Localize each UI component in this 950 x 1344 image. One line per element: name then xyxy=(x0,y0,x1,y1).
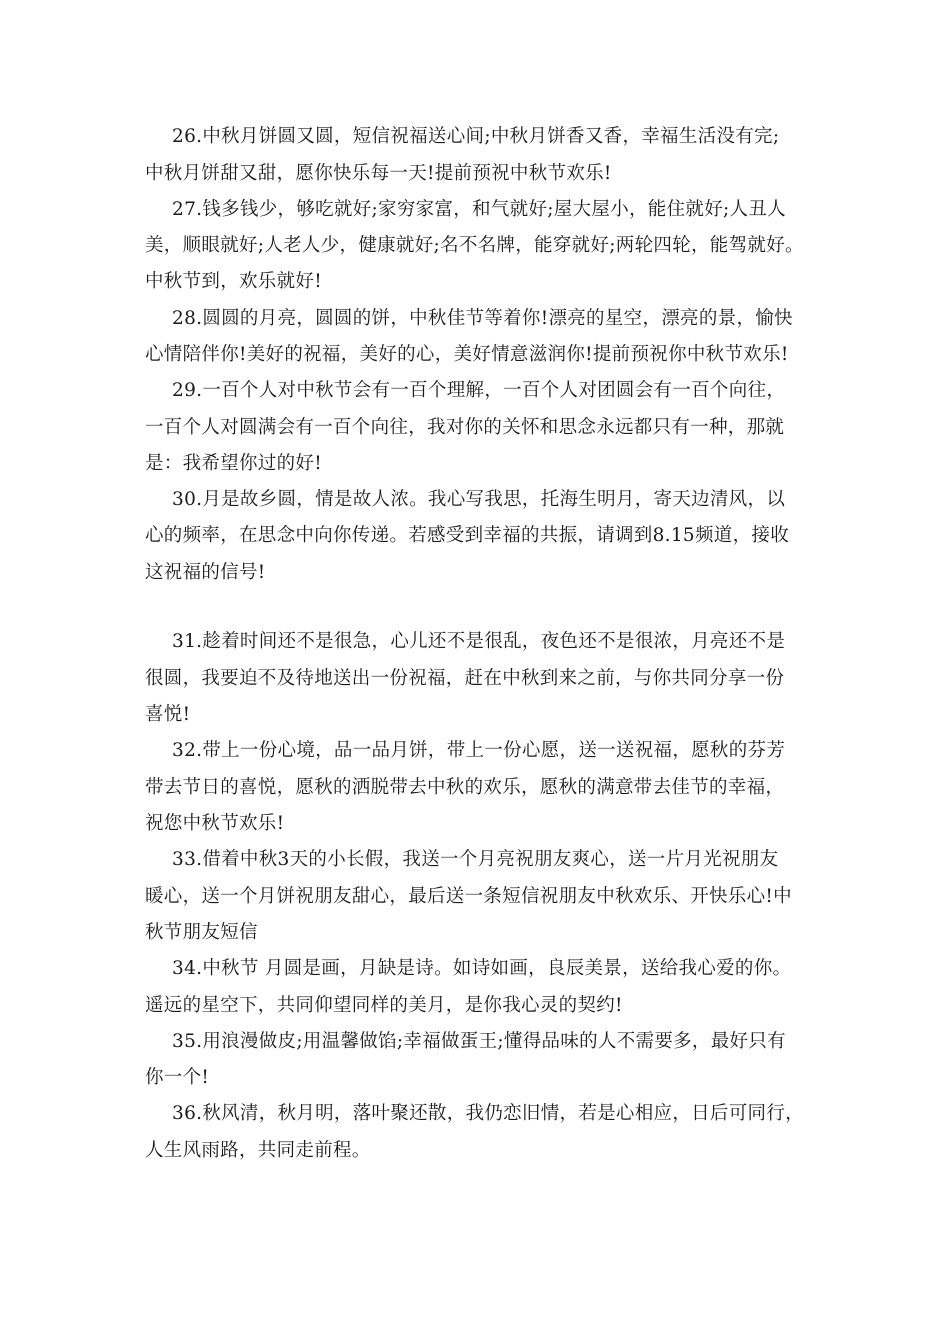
text-line-29c: 是：我希望你过的好! xyxy=(145,453,322,474)
text-line-29a: 29.一百个人对中秋节会有一百个理解，一百个人对团圆会有一百个向往， xyxy=(172,380,786,401)
text-line-28a: 28.圆圆的月亮，圆圆的饼，中秋佳节等着你!漂亮的星空，漂亮的景，愉快 xyxy=(172,308,793,329)
text-line-34b: 遥远的星空下，共同仰望同样的美月，是你我心灵的契约! xyxy=(145,995,623,1016)
text-line-28b: 心情陪伴你!美好的祝福，美好的心，美好情意滋润你!提前预祝你中秋节欢乐! xyxy=(145,344,789,365)
text-line-29b: 一百个人对圆满会有一百个向往，我对你的关怀和思念永远都只有一种，那就 xyxy=(145,417,785,438)
text-line-33a: 33.借着中秋3天的小长假，我送一个月亮祝朋友爽心，送一片月光祝朋友 xyxy=(172,849,779,870)
text-line-26b: 中秋月饼甜又甜，愿你快乐每一天!提前预祝中秋节欢乐! xyxy=(145,163,612,184)
text-line-31c: 喜悦! xyxy=(145,704,191,725)
text-line-34a: 34.中秋节 月圆是画，月缺是诗。如诗如画，良辰美景，送给我心爱的你。 xyxy=(172,958,792,979)
text-line-26a: 26.中秋月饼圆又圆，短信祝福送心间;中秋月饼香又香，幸福生活没有完; xyxy=(172,126,780,147)
text-line-27a: 27.钱多钱少，够吃就好;家穷家富，和气就好;屋大屋小，能住就好;人丑人 xyxy=(172,199,786,220)
text-line-32c: 祝您中秋节欢乐! xyxy=(145,813,285,834)
text-line-36b: 人生风雨路，共同走前程。 xyxy=(145,1140,371,1161)
text-line-36a: 36.秋风清，秋月明，落叶聚还散，我仍恋旧情，若是心相应，日后可同行， xyxy=(172,1103,804,1124)
text-line-31a: 31.趁着时间还不是很急，心儿还不是很乱，夜色还不是很浓，月亮还不是 xyxy=(172,631,786,652)
text-line-30b: 心的频率，在思念中向你传递。若感受到幸福的共振，请调到8.15频道，接收 xyxy=(145,525,789,546)
text-line-32b: 带去节日的喜悦，愿秋的洒脱带去中秋的欢乐，愿秋的满意带去佳节的幸福， xyxy=(145,777,785,798)
text-line-33b: 暖心，送一个月饼祝朋友甜心，最后送一条短信祝朋友中秋欢乐、开快乐心!中 xyxy=(145,886,792,907)
text-line-27c: 中秋节到，欢乐就好! xyxy=(145,271,322,292)
text-line-32a: 32.带上一份心境，品一品月饼，带上一份心愿，送一送祝福，愿秋的芬芳 xyxy=(172,740,786,761)
text-line-30c: 这祝福的信号! xyxy=(145,562,266,583)
text-line-33c: 秋节朋友短信 xyxy=(145,922,258,943)
text-line-30a: 30.月是故乡圆，情是故人浓。我心写我思，托海生明月，寄天边清风，以 xyxy=(172,489,786,510)
text-line-27b: 美，顺眼就好;人老人少，健康就好;名不名牌，能穿就好;两轮四轮，能驾就好。 xyxy=(145,235,804,256)
text-line-35b: 你一个! xyxy=(145,1067,210,1088)
text-line-35a: 35.用浪漫做皮;用温馨做馅;幸福做蛋王;懂得品味的人不需要多，最好只有 xyxy=(172,1031,786,1052)
text-line-31b: 很圆，我要迫不及待地送出一份祝福，赶在中秋到来之前，与你共同分享一份 xyxy=(145,668,785,689)
